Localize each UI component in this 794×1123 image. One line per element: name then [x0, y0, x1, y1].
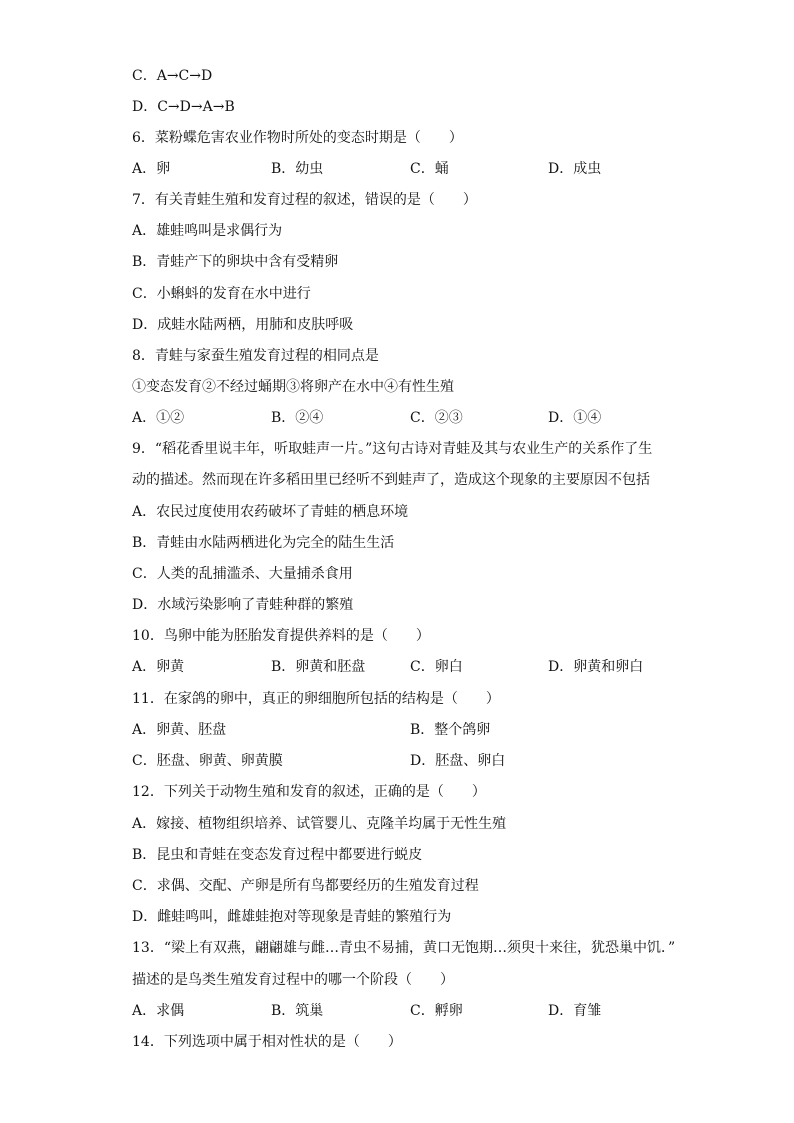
- q7-option-a: A．雄蛙鸣叫是求偶行为: [132, 223, 283, 239]
- q8-option-a: A．①②: [132, 410, 185, 426]
- q6-option-c: C．蛹: [410, 161, 449, 177]
- q11-option-b: B．整个鸽卵: [410, 722, 491, 738]
- q13-option-c: C．孵卵: [410, 1003, 463, 1019]
- q11-option-a: A．卵黄、胚盘: [132, 722, 227, 738]
- q12-option-c: C．求偶、交配、产卵是所有鸟都要经历的生殖发育过程: [132, 878, 479, 894]
- q9-option-b: B．青蛙由水陆两栖进化为完全的陆生生活: [132, 535, 395, 551]
- q6-option-b: B．幼虫: [271, 161, 324, 177]
- question-12: 12．下列关于动物生殖和发育的叙述，正确的是（ ）: [132, 784, 486, 800]
- q9-option-c: C．人类的乱捕滥杀、大量捕杀食用: [132, 566, 353, 582]
- question-6: 6．菜粉蝶危害农业作物时所处的变态时期是（ ）: [132, 130, 463, 146]
- q8-option-d: D．①④: [548, 410, 602, 426]
- question-14: 14．下列选项中属于相对性状的是（ ）: [132, 1034, 402, 1050]
- q13-option-d: D．育雏: [548, 1003, 602, 1019]
- q12-option-d: D．雌蛙鸣叫，雌雄蛙抱对等现象是青蛙的繁殖行为: [132, 909, 452, 925]
- question-9-line-1: 9．“稻花香里说丰年，听取蛙声一片。”这句古诗对青蛙及其与农业生产的关系作了生: [132, 441, 653, 457]
- question-10: 10．鸟卵中能为胚胎发育提供养料的是（ ）: [132, 628, 430, 644]
- q5-option-d: D．C→D→A→B: [132, 99, 235, 115]
- q11-option-c: C．胚盘、卵黄、卵黄膜: [132, 753, 283, 769]
- q6-option-a: A．卵: [132, 161, 171, 177]
- q13-option-a: A．求偶: [132, 1003, 185, 1019]
- q11-option-d: D．胚盘、卵白: [410, 753, 506, 769]
- q12-option-a: A．嫁接、植物组织培养、试管婴儿、克隆羊均属于无性生殖: [132, 816, 507, 832]
- q13-option-b: B．筑巢: [271, 1003, 324, 1019]
- q9-option-a: A．农民过度使用农药破坏了青蛙的栖息环境: [132, 504, 409, 520]
- q8-option-c: C．②③: [410, 410, 463, 426]
- q12-option-b: B．昆虫和青蛙在变态发育过程中都要进行蜕皮: [132, 847, 423, 863]
- q10-option-b: B．卵黄和胚盘: [271, 659, 366, 675]
- q8-option-b: B．②④: [271, 410, 324, 426]
- question-9-line-2: 动的描述。然而现在许多稻田里已经听不到蛙声了，造成这个现象的主要原因不包括: [132, 472, 650, 488]
- q10-option-c: C．卵白: [410, 659, 463, 675]
- q10-option-d: D．卵黄和卵白: [548, 659, 644, 675]
- q7-option-b: B．青蛙产下的卵块中含有受精卵: [132, 254, 339, 270]
- question-8: 8．青蛙与家蚕生殖发育过程的相同点是: [132, 348, 379, 364]
- q5-option-c: C．A→C→D: [132, 68, 213, 84]
- q8-statements: ①变态发育②不经过蛹期③将卵产在水中④有性生殖: [132, 379, 454, 395]
- q6-option-d: D．成虫: [548, 161, 602, 177]
- question-13-line-2: 描述的是鸟类生殖发育过程中的哪一个阶段（ ）: [132, 972, 454, 988]
- q10-option-a: A．卵黄: [132, 659, 185, 675]
- q7-option-c: C．小蝌蚪的发育在水中进行: [132, 286, 311, 302]
- q9-option-d: D．水域污染影响了青蛙种群的繁殖: [132, 597, 354, 613]
- question-13-line-1: 13．“梁上有双燕，翩翩雄与雌…青虫不易捕，黄口无饱期…须臾十来往，犹恐巢中饥．”: [132, 940, 676, 956]
- question-11: 11．在家鸽的卵中，真正的卵细胞所包括的结构是（ ）: [132, 691, 500, 707]
- q7-option-d: D．成蛙水陆两栖，用肺和皮肤呼吸: [132, 317, 354, 333]
- question-7: 7．有关青蛙生殖和发育过程的叙述，错误的是（ ）: [132, 192, 477, 208]
